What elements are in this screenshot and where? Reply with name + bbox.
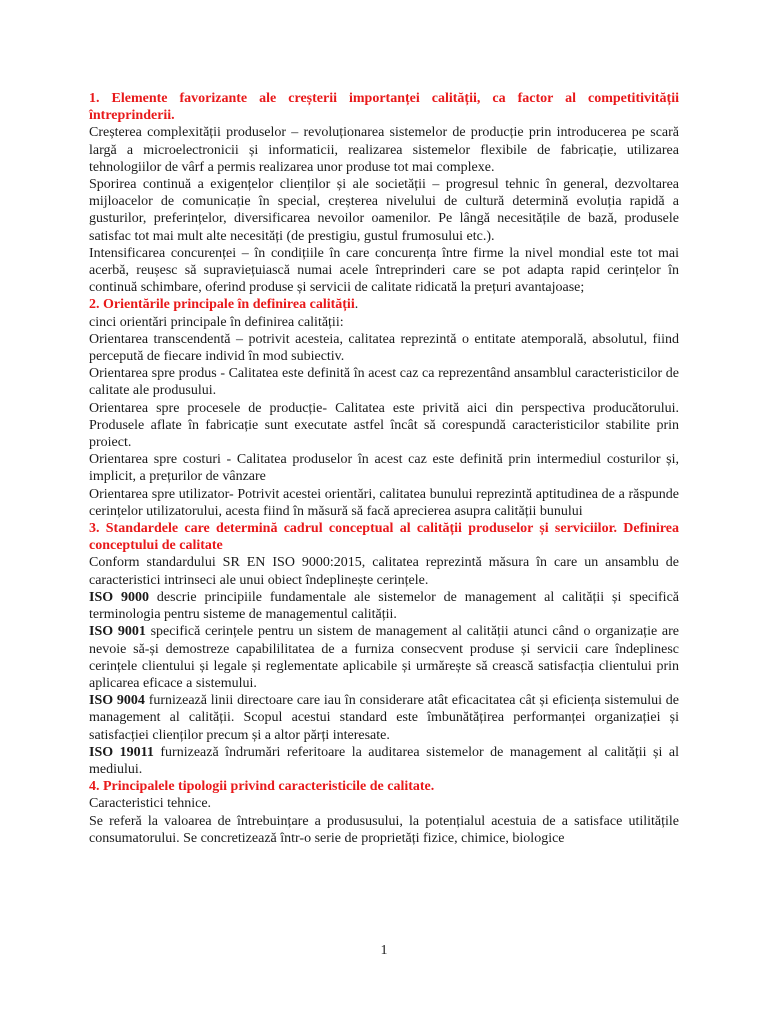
- section-4-paragraph-1: Caracteristici tehnice.: [89, 796, 212, 812]
- standard-description: descrie principiile fundamentale ale sistemelor de management al calității și specifică terminologia pentru sisteme de managementul calității.: [89, 589, 680, 623]
- document-page: [89, 90, 679, 847]
- section-2-paragraph-2: Orientarea transcendentă – potrivit acesteia, calitatea reprezintă o entitate atemporală, absolutul, fiind percepută de fiecare individ în mod subiectiv.: [89, 331, 679, 365]
- standard-code: ISO 9000: [89, 589, 150, 605]
- section-4-paragraph-2: Se referă la valoarea de întrebuințare a prodususului, la potențialul acestuia de a satisface utilitățile consumatorului. Se concretizează într-o serie de proprietăți fizice, chimice, biologice: [89, 813, 679, 846]
- section-3-heading: 3. Standardele care determină cadrul conceptual al calității produselor și serviciilor. Definirea conceptului de calitate: [89, 521, 679, 554]
- standard-iso-19011: [89, 744, 679, 778]
- section-2-heading-period: .: [354, 297, 359, 313]
- standard-code: ISO 9001: [89, 624, 146, 640]
- section-4-heading: 4. Principalele tipologii privind caracteristicile de calitate.: [89, 779, 435, 795]
- section-2-paragraph-4: Orientarea spre procesele de producție- Calitatea este privită aici din perspectiva producătorului. Produsele aflate în fabricație sunt executate astfel încât să corespundă caracteristicilor stabilite prin proiect.: [89, 400, 679, 451]
- standard-description: furnizează îndrumări referitoare la auditarea sistemelor de management al calității și al mediului.: [89, 744, 680, 777]
- standard-code: ISO 9004: [89, 693, 145, 709]
- standard-description: furnizează linii directoare care iau în considerare atât eficacitatea cât și eficiența sistemului de management al calității. Scopul acestui standard este îmbunătățirea performanței organizației și satisfacției clienților precum și a altor părți interesate.: [89, 693, 679, 743]
- section-1-paragraph-3: Intensificarea concurenței – în condițiile în care concurența între firme la nivel mondial este tot mai acerbă, reușesc să supraviețuiască numai acele întreprinderi care se pot adapta rapid cerințelor în continuă schimbare, oferind produse și servicii de calitate ridicată la prețuri avantajoase;: [89, 245, 679, 296]
- standard-iso-9001: [89, 623, 679, 692]
- standard-description: specifică cerințele pentru un sistem de management al calității atunci când o organizație are nevoie să-și demostreze capabililitatea de a furniza consecvent produse și servicii care îndeplinesc cerințele clientului și legale și reglementate aplicabile și urmărește să crească satisfacția clientului prin aplicarea eficace a sistemului.: [89, 624, 679, 691]
- section-2-heading-line: [89, 296, 679, 313]
- page-number: 1: [380, 943, 388, 958]
- section-2-paragraph-3: Orientarea spre produs - Calitatea este definită în acest caz ca reprezentând ansamblul caracteristicilor de calitate ale produsului.: [89, 366, 679, 399]
- section-1-paragraph-1: Creșterea complexității produselor – revoluționarea sistemelor de producție prin introducerea pe scară largă a microelectronicii și informaticii, realizarea sistemelor flexibile de fabricație, utilizarea tehnologiilor de vârf a permis realizarea unor produse tot mai complexe.: [89, 125, 679, 175]
- section-2-paragraph-6: Orientarea spre utilizator- Potrivit acestei orientări, calitatea bunului reprezintă aptitudinea de a răspunde cerințelor utilizatorului, acesta fiind în măsură să facă aprecierea asupra calității bunului: [89, 486, 679, 519]
- section-2-heading: 2. Orientările principale în definirea calității: [89, 297, 355, 313]
- section-2-paragraph-5: Orientarea spre costuri - Calitatea produselor în acest caz este definită prin intermediul costurilor și, implicit, a prețurilor de vânzare: [89, 452, 679, 485]
- standard-code: ISO 19011: [89, 744, 154, 760]
- standard-iso-9000: [89, 589, 679, 623]
- section-2-paragraph-1: cinci orientări principale în definirea calității:: [89, 314, 344, 330]
- section-1-heading: 1. Elemente favorizante ale creșterii importanței calității, ca factor al competitivității întreprinderii.: [89, 91, 679, 124]
- section-3-intro: Conform standardului SR EN ISO 9000:2015, calitatea reprezintă măsura în care un ansamblu de caracteristici intrinseci ale unui obiect îndeplinește cerințele.: [89, 555, 679, 588]
- section-1-paragraph-2: Sporirea continuă a exigențelor clienților și ale societății – progresul tehnic în general, dezvoltarea mijloacelor de comunicație în special, creșterea nivelului de cultură determină evoluția rapidă a gusturilor, preferințelor, diversificarea nevoilor oamenilor. Pe lângă necesitățile de bază, produsele satisfac tot mai mult alte necesități (de prestigiu, gustul frumosului etc.).: [89, 177, 679, 244]
- standard-iso-9004: [89, 692, 679, 744]
